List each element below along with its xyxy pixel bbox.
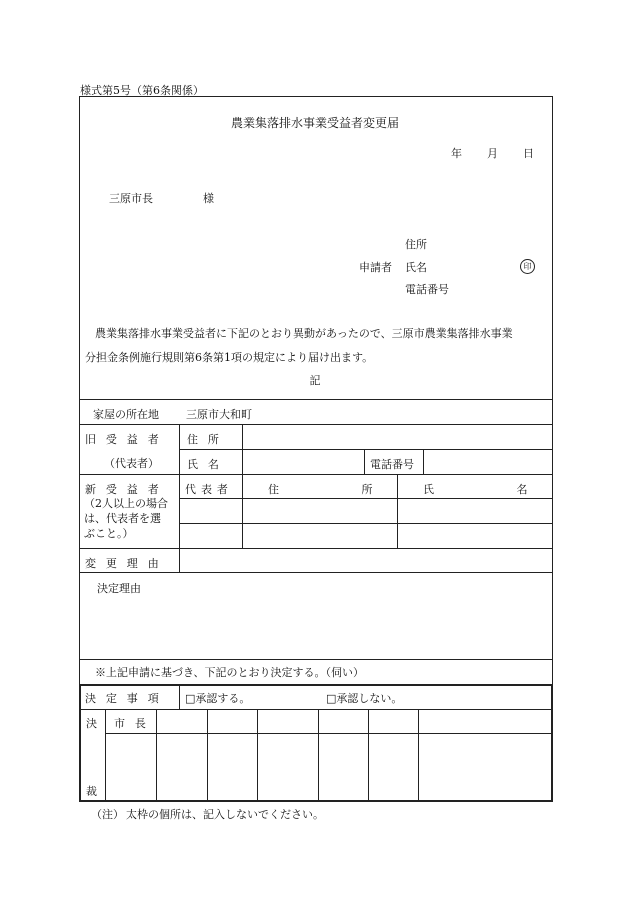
form-frame (79, 96, 553, 685)
reject-option[interactable]: □承認しない。 (326, 692, 403, 705)
new-beneficiary-note (84, 497, 168, 542)
house-location-value: 三原市大和町 (186, 408, 252, 421)
note-line: ぶこと。） (84, 526, 134, 540)
divider (242, 424, 243, 548)
seal-icon: 印 (520, 259, 535, 274)
ki-mark: 記 (309, 374, 321, 387)
house-location-label: 家屋の所在地 (93, 408, 159, 421)
divider (257, 709, 258, 802)
divider (368, 709, 369, 802)
divider (79, 659, 553, 660)
divider (79, 548, 553, 549)
divider (156, 709, 157, 802)
divider (179, 684, 180, 709)
addressee-honorific: 様 (203, 192, 214, 205)
date-month: 月 (487, 147, 498, 160)
new-address-label: 住所 (268, 483, 455, 496)
footnote-mark: （注） (91, 808, 124, 821)
mayor-label: 市長 (114, 717, 156, 730)
divider (418, 709, 419, 802)
applicant-name-label: 氏名 (405, 261, 427, 274)
addressee-name: 三原市長 (109, 192, 153, 205)
divider (364, 449, 365, 474)
divider (79, 424, 553, 425)
applicant-phone-label: 電話番号 (405, 283, 449, 296)
old-phone-label: 電話番号 (370, 458, 414, 471)
decision-reason-label: 決定理由 (97, 582, 141, 595)
divider (179, 449, 553, 450)
note-line: （2人以上の場合 (84, 497, 168, 510)
divider (79, 399, 553, 400)
note-line: は、代表者を選 (84, 511, 161, 525)
divider (79, 474, 553, 475)
divider (179, 523, 553, 524)
divider (105, 733, 553, 734)
divider (179, 498, 553, 499)
old-beneficiary-sub: （代表者） (104, 457, 159, 470)
approval-label-top: 決 (86, 717, 97, 730)
new-rep-label: 代表者 (185, 483, 233, 496)
footnote-text: 太枠の個所は、記入しないでください。 (126, 808, 324, 821)
divider (79, 572, 553, 573)
applicant-address-label: 住所 (405, 238, 427, 251)
body-line-1: 農業集落排水事業受益者に下記のとおり異動があったので、三原市農業集落排水事業 (95, 327, 513, 340)
divider (207, 709, 208, 802)
decision-label: 決定事項 (85, 692, 169, 705)
divider (79, 709, 553, 710)
new-name-label: 氏名 (423, 483, 610, 496)
date-day: 日 (523, 147, 534, 160)
old-name-label: 氏名 (187, 458, 229, 471)
divider (179, 424, 180, 572)
body-line-2: 分担金条例施行規則第6条第1項の規定により届け出ます。 (85, 351, 374, 364)
form-title: 農業集落排水事業受益者変更届 (230, 116, 399, 130)
form-id: 様式第5号（第6条関係） (80, 84, 204, 97)
divider (105, 709, 106, 802)
old-beneficiary-label: 旧受益者 (85, 433, 169, 446)
old-address-label: 住所 (187, 433, 229, 446)
divider (423, 449, 424, 474)
approve-option[interactable]: □承認する。 (185, 692, 251, 705)
new-beneficiary-label: 新受益者 (85, 483, 169, 496)
decision-notice: ※上記申請に基づき、下記のとおり決定する。（伺い） (95, 666, 365, 679)
applicant-role: 申請者 (359, 261, 392, 274)
divider (318, 709, 319, 802)
change-reason-label: 変更理由 (85, 557, 169, 570)
approval-label-bottom: 裁 (86, 785, 97, 798)
date-year: 年 (451, 147, 462, 160)
